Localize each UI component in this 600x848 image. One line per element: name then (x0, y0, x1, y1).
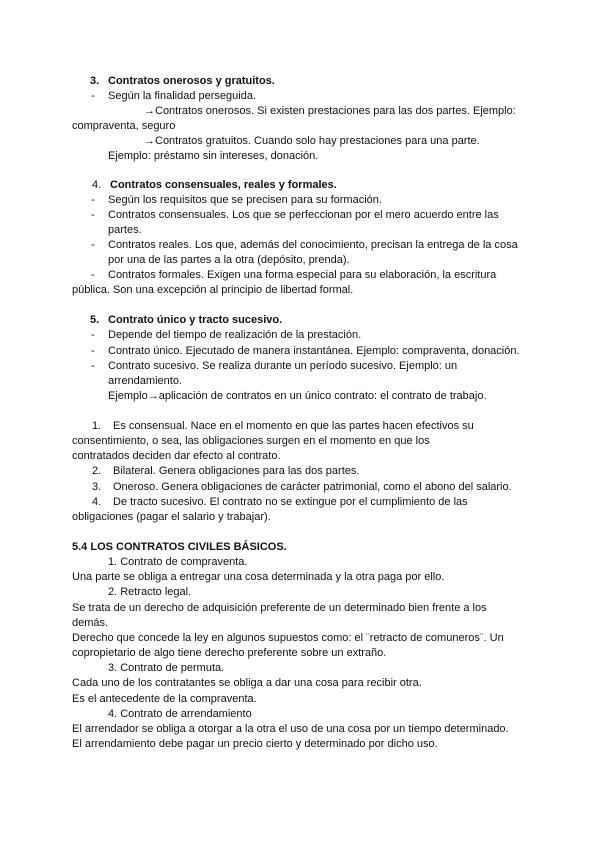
section-4-line: partes. (108, 224, 142, 236)
section-3-line: →Contratos gratuitos. Cuando solo hay prestaciones para una parte. (144, 135, 480, 147)
section-4-line: Contratos reales. Los que, además del conocimiento, precisan la entrega de la cosa (108, 239, 518, 251)
paragraph-line: Cada uno de los contratantes se obliga a dar una cosa para recibir otra. (72, 677, 422, 689)
bullet-dash: - (91, 90, 95, 102)
paragraph-line: Una parte se obliga a entregar una cosa determinada y la otra paga por ello. (72, 571, 445, 583)
bullet-dash: - (91, 239, 95, 251)
section-4-line: por una de las partes a la otra (depósito, prenda). (108, 254, 350, 266)
bullet-dash: - (91, 194, 95, 206)
paragraph-line: Es el antecedente de la compraventa. (72, 693, 257, 705)
section-3-line: →Contratos onerosos. Si existen prestaciones para las dos partes. Ejemplo: (144, 105, 516, 117)
bullet-dash: - (91, 360, 95, 372)
section-5-line: Contrato sucesivo. Se realiza durante un período sucesivo. Ejemplo: un (108, 360, 458, 372)
section-5-number: 5. (90, 314, 100, 326)
paragraph-line: demás. (72, 617, 109, 629)
list-item-text: obligaciones (pagar el salario y trabajar). (72, 511, 271, 523)
section-4-line: Según los requisitos que se precisen para su formación. (108, 194, 382, 206)
section-4-line: pública. Son una excepción al principio de libertad formal. (72, 284, 354, 296)
section-5-line: Ejemplo→aplicación de contratos en un único contrato: el contrato de trabajo. (108, 390, 487, 402)
subsection-title: 4. Contrato de arrendamiento (108, 708, 252, 720)
bullet-dash: - (91, 329, 95, 341)
list-item-text: consentimiento, o sea, las obligaciones surgen en el momento en que los (72, 435, 430, 447)
section-4-line: Contratos consensuales. Los que se perfeccionan por el mero acuerdo entre las (108, 209, 499, 221)
section-5-line: Depende del tiempo de realización de la prestación. (108, 329, 362, 341)
bullet-dash: - (91, 269, 95, 281)
bullet-dash: - (91, 345, 95, 357)
paragraph-line: Derecho que concede la ley en algunos supuestos como: el ¨retracto de comuneros¨. Un (72, 632, 504, 644)
paragraph-line: El arrendamiento debe pagar un precio cierto y determinado por dicho uso. (72, 738, 438, 750)
section-5-line: arrendamiento. (108, 375, 182, 387)
section-3-line: Ejemplo: préstamo sin intereses, donación. (108, 150, 319, 162)
section-3-number: 3. (90, 75, 100, 87)
section-5-line: Contrato único. Ejecutado de manera instantánea. Ejemplo: compraventa, donación. (108, 345, 520, 357)
paragraph-line: Se trata de un derecho de adquisición preferente de un determinado bien frente a los (72, 602, 487, 614)
paragraph-line: copropietario de algo tiene derecho preferente sobre un extraño. (72, 647, 387, 659)
list-number: 2. (92, 465, 102, 477)
section-4-line: Contratos formales. Exigen una forma especial para su elaboración, la escritura (108, 269, 497, 281)
list-item-text: De tracto sucesivo. El contrato no se extingue por el cumplimiento de las (113, 496, 468, 508)
list-number: 1. (92, 420, 102, 432)
list-number: 4. (92, 496, 102, 508)
list-item-text: Oneroso. Genera obligaciones de carácter patrimonial, como el abono del salario. (113, 481, 512, 493)
list-item-text: contratados deciden dar efecto al contrato. (72, 450, 281, 462)
section-4-title: Contratos consensuales, reales y formales. (110, 179, 337, 191)
subsection-title: 2. Retracto legal. (108, 586, 192, 598)
subsection-title: 3. Contrato de permuta. (108, 662, 225, 674)
list-number: 3. (92, 481, 102, 493)
section-heading: 5.4 LOS CONTRATOS CIVILES BÁSICOS. (72, 541, 287, 553)
section-5-title: Contrato único y tracto sucesivo. (108, 314, 283, 326)
list-item-text: Es consensual. Nace en el momento en que las partes hacen efectivos su (113, 420, 474, 432)
list-item-text: Bilateral. Genera obligaciones para las dos partes. (113, 465, 360, 477)
section-3-title: Contratos onerosos y gratuitos. (108, 75, 275, 87)
section-4-number: 4. (92, 179, 102, 191)
section-3-line: compraventa, seguro (72, 120, 176, 132)
paragraph-line: El arrendador se obliga a otorgar a la otra el uso de una cosa por un tiempo determinado. (72, 723, 509, 735)
section-3-line: Según la finalidad perseguida. (108, 90, 257, 102)
bullet-dash: - (91, 209, 95, 221)
subsection-title: 1. Contrato de compraventa. (108, 556, 248, 568)
